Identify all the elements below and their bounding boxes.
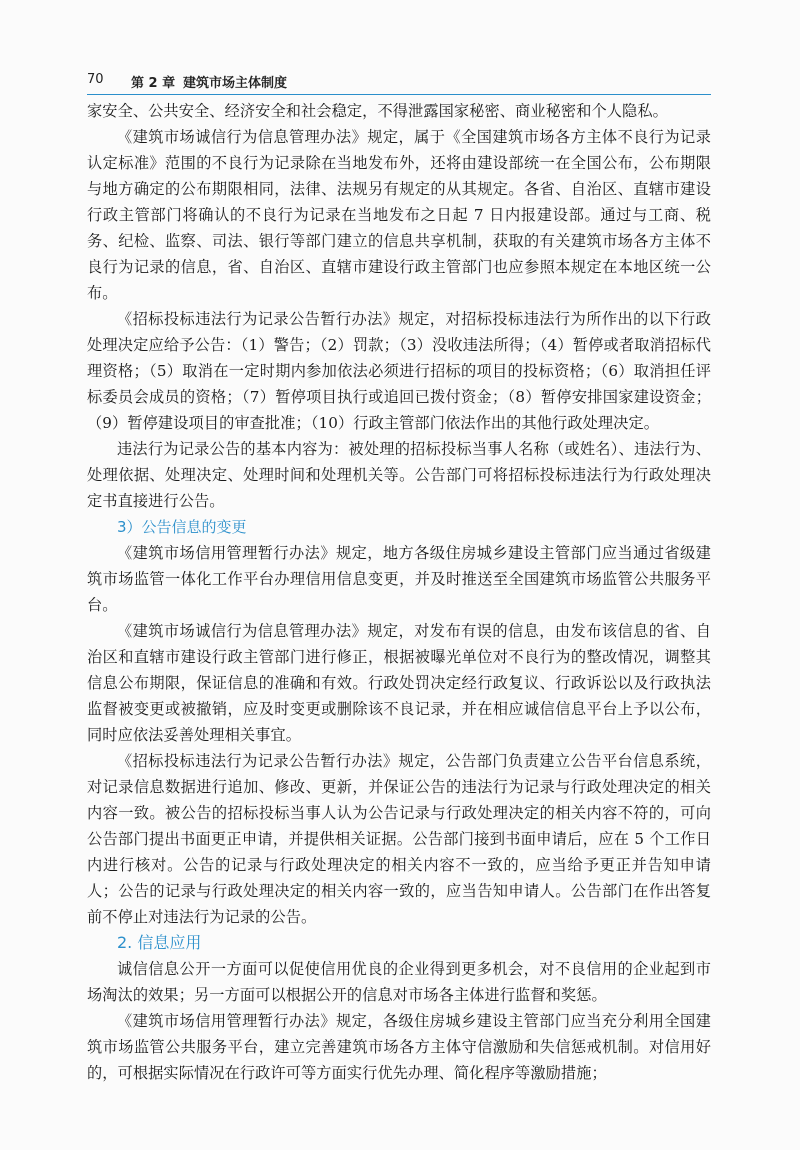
paragraph: 《建筑市场诚信行为信息管理办法》规定，属于《全国建筑市场各方主体不良行为记录认定标准》范围的不良行为记录除在当地发布外，还将由建设部统一在全国公布，公布期限与地方确定的公布期限相同，法律、法规另有规定的从其规定。各省、自治区、直辖市建设行政主管部门将确认的不良行为记录在当地发布之日起 7 日内报建设部。通过与工商、税务、纪检、监察、司法、银行等部门建立的信息共享机制，获取的有关建筑市场各方主体不良行为记录的信息，省、自治区、直辖市建设行政主管部门也应参照本规定在本地区统一公布。 xyxy=(87,128,711,302)
page-body xyxy=(87,98,711,1086)
paragraph: 《建筑市场诚信行为信息管理办法》规定，对发布有误的信息，由发布该信息的省、自治区和直辖市建设行政主管部门进行修正，根据被曝光单位对不良行为的整改情况，调整其信息公布期限，保证信息的准确和有效。行政处罚决定经行政复议、行政诉讼以及行政执法监督被变更或被撤销，应及时变更或删除该不良记录，并在相应诚信信息平台上予以公布，同时应依法妥善处理相关事宜。 xyxy=(87,622,711,744)
section-heading: 2. 信息应用 xyxy=(117,933,202,952)
paragraph: 诚信信息公开一方面可以促使信用优良的企业得到更多机会，对不良信用的企业起到市场淘汰的效果；另一方面可以根据公开的信息对市场各主体进行监督和奖惩。 xyxy=(87,960,711,1004)
paragraph: 《招标投标违法行为记录公告暂行办法》规定，对招标投标违法行为所作出的以下行政处理决定应给予公告：（1）警告；（2）罚款；（3）没收违法所得；（4）暂停或者取消招标代理资格；（5）取消在一定时期内参加依法必须进行招标的项目的投标资格；（6）取消担任评标委员会成员的资格；（7）暂停项目执行或追回已拨付资金；（8）暂停安排国家建设资金；（9）暂停建设项目的审查批准；（10）行政主管部门依法作出的其他行政处理决定。 xyxy=(87,310,711,432)
subsection-heading: 3）公告信息的变更 xyxy=(117,518,247,536)
paragraph: 《建筑市场信用管理暂行办法》规定，地方各级住房城乡建设主管部门应当通过省级建筑市场监管一体化工作平台办理信用信息变更，并及时推送至全国建筑市场监管公共服务平台。 xyxy=(87,544,711,614)
header-divider xyxy=(87,94,711,95)
page-number: 70 xyxy=(87,72,104,87)
paragraph: 《建筑市场信用管理暂行办法》规定，各级住房城乡建设主管部门应当充分利用全国建筑市场监管公共服务平台，建立完善建筑市场各方主体守信激励和失信惩戒机制。对信用好的，可根据实际情况在行政许可等方面实行优先办理、简化程序等激励措施； xyxy=(87,1012,711,1082)
chapter-label: 第 2 章 xyxy=(131,76,176,91)
chapter-title: 建筑市场主体制度 xyxy=(183,76,288,91)
running-header xyxy=(87,70,711,92)
paragraph-continued: 家安全、公共安全、经济安全和社会稳定，不得泄露国家秘密、商业秘密和个人隐私。 xyxy=(87,102,668,120)
paragraph: 《招标投标违法行为记录公告暂行办法》规定，公告部门负责建立公告平台信息系统，对记录信息数据进行追加、修改、更新，并保证公告的违法行为记录与行政处理决定的相关内容一致。被公告的招标投标当事人认为公告记录与行政处理决定的相关内容不符的，可向公告部门提出书面更正申请，并提供相关证据。公告部门接到书面申请后，应在 5 个工作日内进行核对。公告的记录与行政处理决定的相关内容不一致的，应当给予更正并告知申请人；公告的记录与行政处理决定的相关内容一致的，应当告知申请人。公告部门在作出答复前不停止对违法行为记录的公告。 xyxy=(87,752,711,926)
paragraph: 违法行为记录公告的基本内容为：被处理的招标投标当事人名称（或姓名）、违法行为、处理依据、处理决定、处理时间和处理机关等。公告部门可将招标投标违法行为行政处理决定书直接进行公告。 xyxy=(87,440,711,510)
